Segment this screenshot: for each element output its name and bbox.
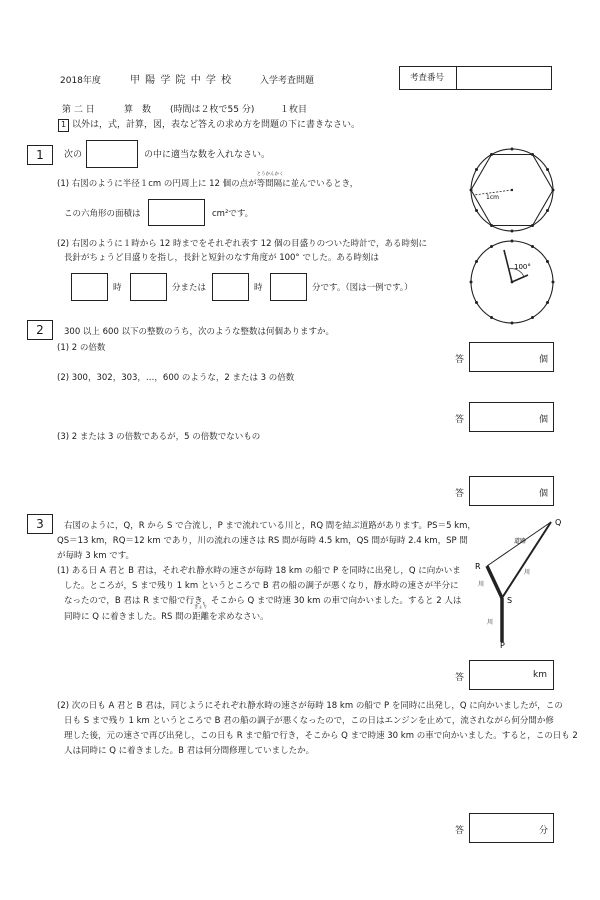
- clock-tick-10: [470, 281, 473, 284]
- q1-hour1-label: 時: [113, 283, 122, 293]
- q3-part1-line4-post: を求めなさい。: [209, 612, 269, 622]
- q1-part1-text: [57, 172, 359, 190]
- q3-part1-line4-pre: 同時に Q に着きました。RS 間の: [64, 612, 193, 622]
- question-number-3: 3: [27, 514, 53, 534]
- point-s-label: S: [507, 596, 513, 605]
- q3-part1-line3: なったので，B 君は R まで船で行き，そこから Q まで時速 30 km の車で向かいました。すると 2 人は: [64, 596, 462, 606]
- q1-part1-a: (1) 右図のように半径１cm の円周上に 12 個の点が: [57, 179, 257, 189]
- q2-answer-3-label: 答: [455, 489, 465, 499]
- clock-tick-3: [546, 260, 549, 263]
- point-r-label: R: [475, 562, 481, 571]
- clock-tick-9: [475, 301, 478, 304]
- figure1-dot-5: [546, 209, 549, 212]
- q3-line3: が毎時 3 km です。: [57, 551, 135, 561]
- q2-answer-1-unit: 個: [539, 355, 549, 365]
- clock-tick-7: [511, 322, 514, 325]
- road-label: 道路: [514, 538, 527, 545]
- clock-angle-label: 100°: [514, 263, 531, 271]
- clock-center: [511, 281, 514, 284]
- q3-part2-line4: 人は同時に Q に着きました。B 君は何分間修理していましたか。: [64, 746, 315, 756]
- q3-part2-line3: 理した後，元の速さで再び出発し，この日も R まで船で行き，そこから Q まで時速 30 km の車で向かいました。すると，この日も 2: [64, 731, 578, 741]
- figure1-dot-11: [475, 168, 478, 171]
- figure1-dot-1: [511, 148, 514, 151]
- instruction-number: 1: [58, 119, 69, 132]
- q3-part1-ruby-word: [192, 605, 210, 623]
- clock-tick-2: [531, 245, 534, 248]
- subject-label: 算 数: [124, 105, 152, 115]
- exam-title: 入学考査問題: [260, 76, 315, 86]
- q2-answer-3: [455, 476, 555, 508]
- exam-number-divider: [456, 67, 457, 89]
- q3-part1-line2: した。ところが，S まで残り 1 km というところで B 君の船の調子が悪くなり，静水時の速さが半分に: [64, 581, 459, 591]
- exam-number-label: 考査番号: [410, 73, 445, 83]
- q1-hour1-answer-box[interactable]: [71, 273, 108, 301]
- q1-part1-ruby: とうかんかく: [256, 172, 284, 177]
- q1-minute2-answer-box[interactable]: [270, 273, 307, 301]
- q1-intro-post: の中に適当な数を入れなさい。: [144, 150, 271, 160]
- school-name: 甲 陽 学 院 中 学 校: [130, 75, 233, 86]
- q2-intro: 300 以上 600 以下の整数のうち，次のような整数は何個ありますか。: [64, 327, 335, 337]
- q3-part2-line2: 日も S まで残り 1 km というところで B 君の船の調子が悪くなったので，この日はエンジンを止めて，流されながら何分間か修: [64, 716, 554, 726]
- q3-part1-word: 距離: [192, 612, 210, 622]
- q1-minute2-label: 分です。（図は一例です。）: [312, 283, 413, 293]
- q2-answer-2: [455, 402, 555, 434]
- point-p-label: P: [500, 641, 505, 650]
- q1-example-blank: [86, 140, 138, 168]
- q1-area-answer-box[interactable]: [148, 199, 205, 226]
- q3-answer-1-unit: km: [533, 670, 547, 680]
- figure1-center: [511, 189, 513, 191]
- q3-answer-2-unit: 分: [539, 826, 549, 836]
- q2-answer-2-label: 答: [455, 415, 465, 425]
- figure1-dot-9: [475, 209, 478, 212]
- clock-tick-5: [546, 301, 549, 304]
- q1-part1-b: に並んでいるとき，: [282, 179, 359, 189]
- q1-hour2-label: 時: [254, 283, 263, 293]
- q2-part2: (2) 300，302，303，…，600 のような，2 または 3 の倍数: [57, 373, 295, 383]
- q3-answer-2-label: 答: [455, 826, 465, 836]
- instruction: [58, 119, 360, 132]
- q2-answer-3-unit: 個: [539, 489, 549, 499]
- river-label-sp: 川: [487, 619, 494, 626]
- q3-line2: QS＝13 km，RQ＝12 km であり，川の流れの速さは RS 間が毎時 4.5 km，QS 間が毎時 2.4 km，SP 間: [57, 536, 468, 546]
- q3-answer-1-label: 答: [455, 673, 465, 683]
- figure1-dot-3: [546, 168, 549, 171]
- q1-intro-pre: 次の: [64, 150, 83, 160]
- point-q-label: Q: [555, 518, 562, 527]
- q3-answer-2: [455, 813, 555, 845]
- q1-area-pre: この六角形の面積は: [64, 209, 141, 219]
- sheet-label: １枚目: [280, 105, 308, 115]
- q2-answer-1-label: 答: [455, 355, 465, 365]
- clock-tick-6: [531, 316, 534, 319]
- q2-answer-2-unit: 個: [539, 415, 549, 425]
- clock-tick-1: [511, 240, 514, 243]
- clock-tick-11: [475, 260, 478, 263]
- q3-part1-ruby: きょり: [193, 605, 208, 610]
- question-number-2: 2: [27, 320, 53, 340]
- q1-part2-line1: (2) 右図のように１時から 12 時までをそれぞれ表す 12 個の目盛りのついた時計で，ある時刻に: [57, 239, 428, 249]
- figure1-radius-label: 1cm: [486, 194, 499, 201]
- q1-area-unit: cm²です。: [212, 209, 254, 219]
- q1-minute1-answer-box[interactable]: [130, 273, 167, 301]
- q1-part1-word: 等間隔: [256, 179, 283, 189]
- q3-answer-1: [455, 660, 555, 692]
- river-label-qs: 川: [524, 569, 531, 576]
- q3-line1: 右図のように，Q，R から S で合流し，P まで流れている川と，RQ 間を結ぶ道路があります。PS＝5 km，: [64, 521, 476, 531]
- river-rs: [487, 566, 502, 598]
- clock-tick-8: [490, 316, 493, 319]
- river-road-figure: [468, 512, 568, 652]
- q2-part3: (3) 2 または 3 の倍数であるが，5 の倍数でないもの: [57, 432, 261, 442]
- q3-part2-line1: (2) 次の日も A 君と B 君は，同じようにそれぞれ静水時の速さが毎時 18 km の船で P を同時に出発し，Q に向かいましたが，この: [57, 701, 563, 711]
- river-label-rs: 川: [478, 581, 485, 588]
- question-number-1: 1: [27, 145, 53, 165]
- q1-part1-ruby-word: [256, 172, 284, 190]
- clock-tick-12: [490, 245, 493, 248]
- clock-tick-4: [552, 281, 555, 284]
- river-qs: [502, 522, 551, 598]
- clock-figure: [462, 232, 562, 332]
- clock-short-hand: [512, 275, 528, 282]
- q1-minute1-label: 分または: [172, 283, 207, 293]
- q1-part2-line2: 長針がちょうど目盛りを指し，長針と短針のなす角度が 100° でした。ある時刻は: [64, 253, 379, 263]
- time-label: (時間は２枚で55 分): [170, 105, 255, 115]
- day-label: 第 二 日: [62, 105, 95, 115]
- instruction-text: 以外は，式，計算，図，表など答えの求め方を問題の下に書きなさい。: [72, 120, 361, 130]
- clock-long-hand: [504, 250, 512, 282]
- q2-part1: (1) 2 の倍数: [57, 343, 106, 353]
- exam-year: 2018年度: [60, 76, 101, 86]
- q3-part1-line1: (1) ある日 A 君と B 君は，それぞれ静水時の速さが毎時 18 km の船で P を同時に出発し，Q に向かいま: [57, 566, 461, 576]
- q1-hour2-answer-box[interactable]: [212, 273, 249, 301]
- q3-part1-line4: [64, 605, 269, 623]
- hexagon-circle-figure: [462, 140, 562, 240]
- exam-number-field[interactable]: [399, 66, 552, 90]
- q2-answer-1: [455, 342, 555, 374]
